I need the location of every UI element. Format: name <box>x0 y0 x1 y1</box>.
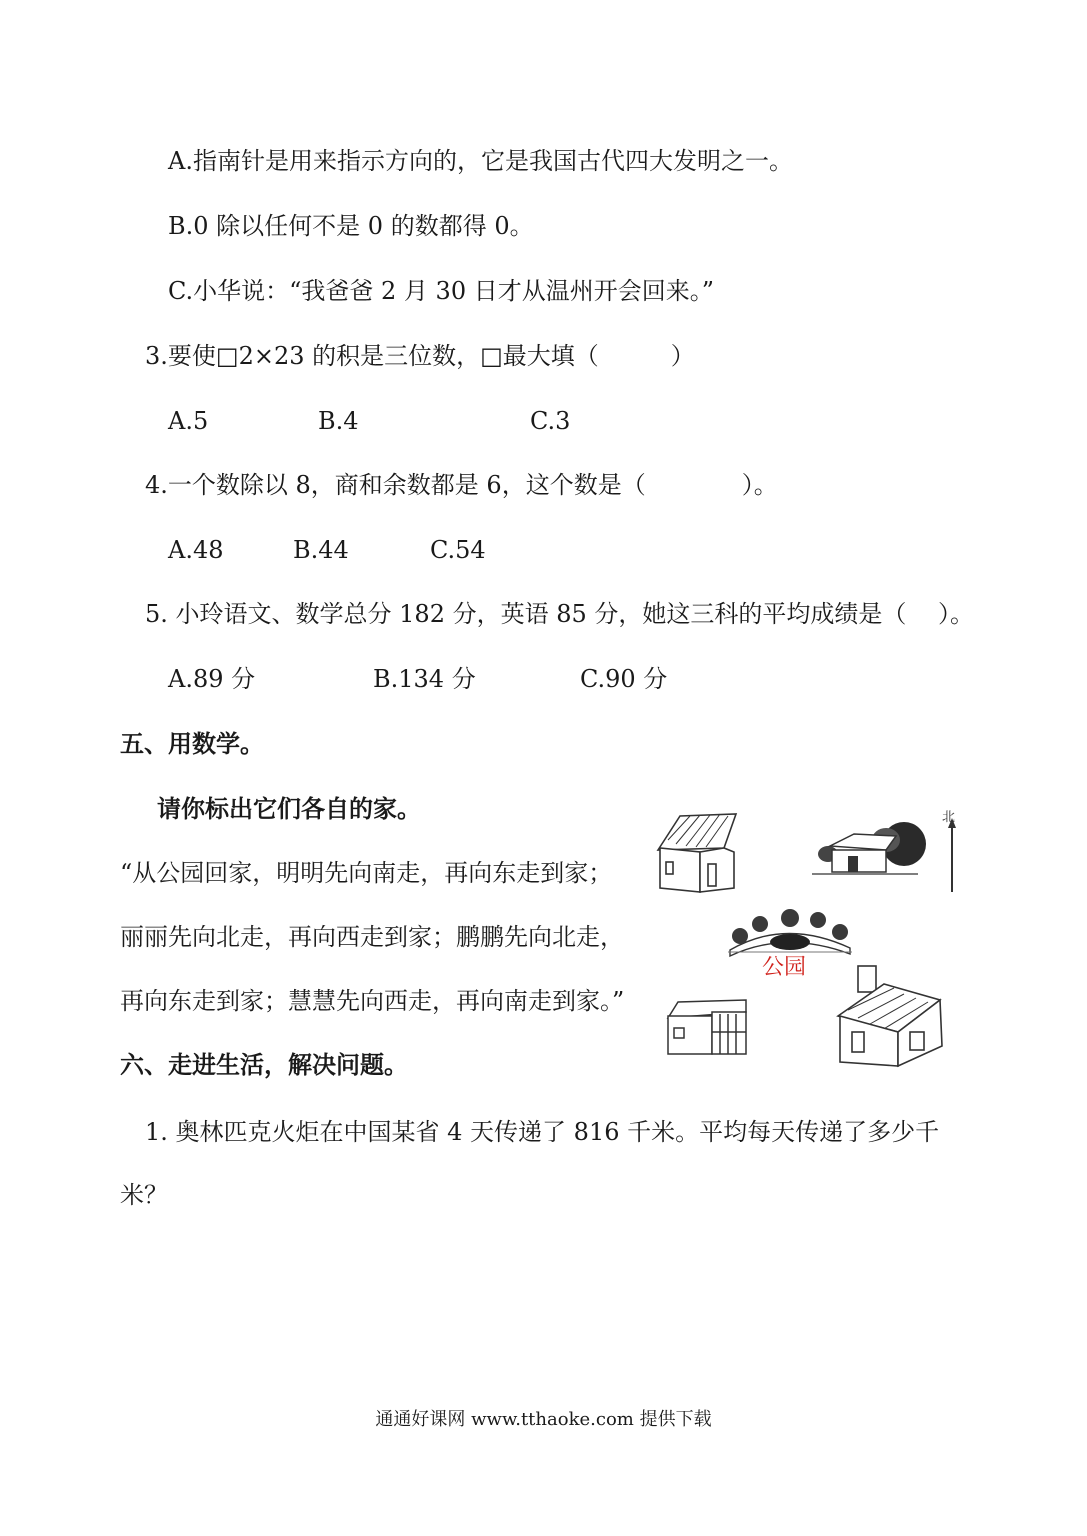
section5-text-line-3: 再向东走到家；慧慧先向西走，再向南走到家。” <box>120 987 625 1015</box>
q3-stem: 3.要使□2×23 的积是三位数，□最大填（ ） <box>145 342 695 370</box>
north-arrow-icon <box>948 818 956 892</box>
q4-option-a: A.48 <box>168 536 224 564</box>
park-label: 公园 <box>762 955 807 980</box>
q2-option-a: A.指南针是用来指示方向的，它是我国古代四大发明之一。 <box>168 147 793 175</box>
section5-heading: 五、用数学。 <box>120 730 264 758</box>
park-icon <box>728 909 852 956</box>
section5-task: 请你标出它们各自的家。 <box>157 795 421 823</box>
north-label: 北 <box>942 810 956 825</box>
q5-stem: 5. 小玲语文、数学总分 182 分，英语 85 分，她这三科的平均成绩是（ ）。 <box>145 600 975 628</box>
house-icon-bottom-right <box>838 966 942 1066</box>
q4-option-c: C.54 <box>430 536 486 564</box>
direction-map-illustration <box>650 800 980 1075</box>
q5-option-c: C.90 分 <box>580 665 668 693</box>
q2-option-b: B.0 除以任何不是 0 的数都得 0。 <box>168 212 534 240</box>
section6-q1-line-2: 米？ <box>120 1181 168 1209</box>
q5-option-a: A.89 分 <box>168 665 256 693</box>
section6-q1-line-1: 1. 奥林匹克火炬在中国某省 4 天传递了 816 千米。平均每天传递了多少千 <box>145 1118 940 1146</box>
q3-option-b: B.4 <box>318 407 359 435</box>
q4-option-b: B.44 <box>293 536 349 564</box>
section6-heading: 六、走进生活，解决问题。 <box>120 1051 408 1079</box>
section5-text-line-2: 丽丽先向北走，再向西走到家；鹏鹏先向北走， <box>120 923 624 951</box>
q4-stem: 4.一个数除以 8，商和余数都是 6，这个数是（ ）。 <box>145 471 778 499</box>
q3-option-c: C.3 <box>530 407 571 435</box>
section5-text-line-1: “从公园回家，明明先向南走，再向东走到家； <box>120 859 613 887</box>
house-icon-top-left <box>658 814 736 892</box>
q2-option-c: C.小华说：“我爸爸 2 月 30 日才从温州开会回来。” <box>168 277 714 305</box>
house-icon-top-right <box>812 822 926 874</box>
page-footer: 通通好课网 www.tthaoke.com 提供下载 <box>375 1409 712 1430</box>
q5-option-b: B.134 分 <box>373 665 476 693</box>
q3-option-a: A.5 <box>168 407 209 435</box>
house-icon-bottom-left <box>668 1000 746 1054</box>
